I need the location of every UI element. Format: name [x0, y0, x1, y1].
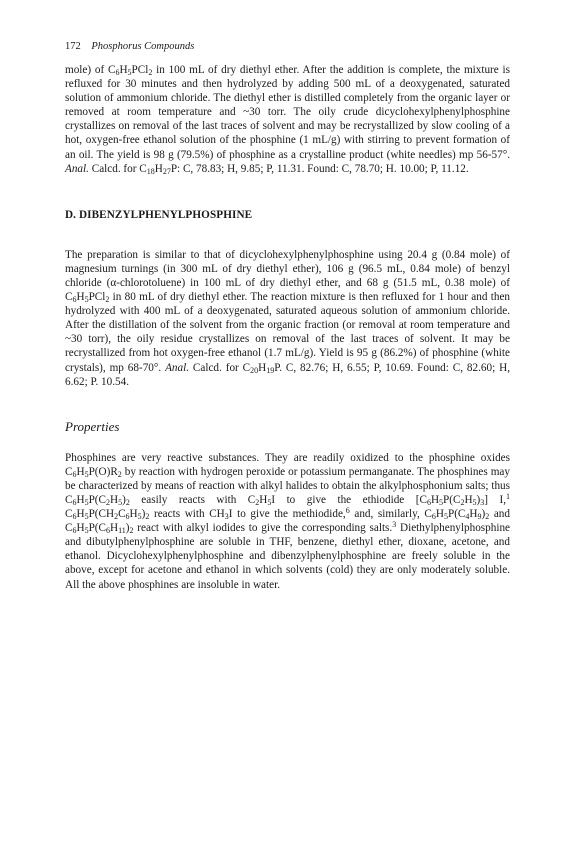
section-d-body: The preparation is similar to that of dicyclohexylphenylphosphine using 20.4 g (0.84 mole) of magnesium turnings (in 300 mL of dry diethyl ether), 106 g (96.5 mL, 0.84 mole) of benzyl chloride (α-chlorotoluene) in 100 mL of dry diethyl ether, and 68 g (51.5 mL, 0.38 mole) of $C_6H_5PCl_2$ in 80 mL of dry diethyl ether. The reaction mixture is then refluxed for 1 hour and then hydrolyzed with 400 mL of a deoxygenated, saturated aqueous solution of ammonium chloride. After the distillation of the solvent from the organic fraction (or removal at room temperature and ~30 torr), the oily residue crystallizes on removal of the last traces of solvent. It may be recrystallized from hot oxygen-free ethanol (1.7 mL/g). Yield is 95 g (86.2%) of phosphine (white crystals), mp 68-70°. Anal. Calcd. for $C_{20}H_{19}P$. C, 82.76; H, 6.55; P, 10.69. Found: C, 82.60; H, 6.62; P. 10.54.	[65, 248, 510, 388]
document-page	[65, 40, 510, 592]
reference-marker: 3	[392, 520, 397, 530]
page-number: 172	[65, 41, 81, 52]
reference-marker: 1	[506, 491, 511, 501]
properties-heading: Properties	[65, 418, 120, 434]
section-d-heading: D. DIBENZYLPHENYLPHOSPHINE	[65, 208, 253, 221]
running-title: Phosphorus Compounds	[91, 41, 195, 52]
section-c-continuation: mole) of $C_6H_5PCl_2$ in 100 mL of dry diethyl ether. After the addition is complete, the mixture is refluxed for 30 minutes and then hydrolyzed by adding 500 mL of a deoxygenated, saturated solution of ammonium chloride. The diethyl ether is distilled completely from the organic layer or removed at room temperature and ~30 torr. The oily crude dicyclohexylphenylphosphine crystallizes on removal of the last traces of solvent and may be recrystallized by slow cooling of a hot, oxygen-free ethanol solution of the phosphine (1 mL/g) with stirring to prevent formation of an oil. The yield is 98 g (79.5%) of phosphine as a crystalline product (white needles) mp 56-57°. Anal. Calcd. for $C_{18}H_{27}P$: C, 78.83; H, 9.85; P, 11.31. Found: C, 78.70; H. 10.00; P, 11.12.	[65, 64, 510, 176]
reference-marker: 6	[345, 506, 350, 516]
running-header	[65, 40, 510, 53]
properties-body: Phosphines are very reactive substances. They are readily oxidized to the phosphine oxides $C_6H_5P(O)R_2$ by reaction with hydrogen peroxide or potassium permanganate. The phosphines may be characterized by means of reaction with alkyl halides to obtain the alkylphosphonium salts; thus $C_6H_5P(C_2H_5)_2$ easily reacts with $C_2H_5I$ to give the ethiodide $[C_6H_5P(C_2H_5)_3]$ I,$^1$ $C_6H_5P(CH_2C_6H_5)_2$ reacts with $CH_3I$ to give the methiodide,$^6$ and, similarly, $C_6H_5P(C_4H_9)_2$ and $C_6H_5P(C_6H_{11})_2$ react with alkyl iodides to give the corresponding salts.$^3$ Diethylphenylphosphine and dibutylphenylphosphine are soluble in THF, benzene, diethyl ether, dioxane, acetone, and ethanol. Dicyclohexylphenylphosphine and dibenzylphenylphosphine are freely soluble in the above, except for acetone and ethanol in which solvents (cold) they are only moderately soluble. All the above phosphines are insoluble in water.	[65, 451, 511, 591]
